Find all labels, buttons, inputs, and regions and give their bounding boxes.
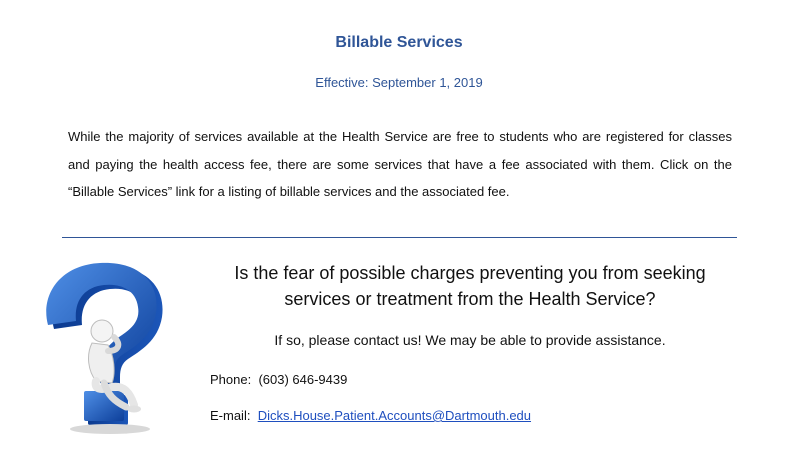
question-mark-figure-illustration	[30, 255, 182, 437]
assistance-text: If so, please contact us! We may be able to provide assistance.	[274, 332, 666, 348]
question-heading	[200, 260, 740, 312]
email-link[interactable]: Dicks.House.Patient.Accounts@Dartmouth.edu	[257, 408, 532, 423]
question-line-2: services or treatment from the Health Service?	[284, 289, 656, 309]
phone-number: (603) 646-9439	[258, 372, 348, 387]
email-row	[210, 408, 531, 423]
email-label: E-mail:	[210, 408, 251, 423]
effective-date: Effective: September 1, 2019	[315, 75, 483, 90]
phone-label: Phone:	[210, 372, 252, 387]
intro-paragraph: While the majority of services available at the Health Service are free to students who are registered for classes and paying the health access fee, there are some services that have a fee associated with them. Click on the “Billable Services” link for a listing of billable services and the associated fee.	[68, 129, 732, 199]
phone-row	[210, 372, 347, 387]
question-line-1: Is the fear of possible charges preventing you from seeking	[234, 263, 706, 283]
section-divider	[62, 237, 737, 238]
page-title: Billable Services	[335, 34, 463, 51]
